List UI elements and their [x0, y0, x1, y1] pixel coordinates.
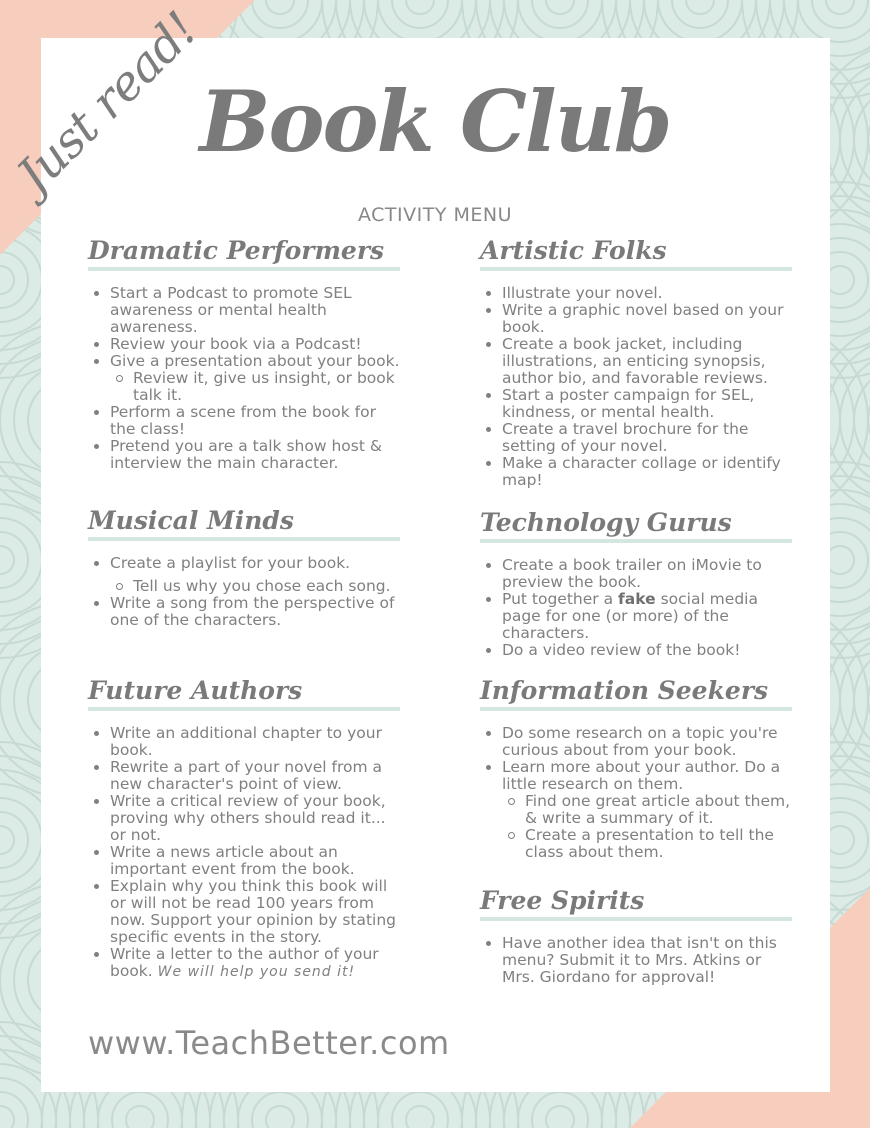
activity-list — [480, 285, 792, 489]
list-item: Have another idea that isn't on this menu? Submit it to Mrs. Atkins or Mrs. Giordano for approval! — [502, 935, 792, 986]
list-item: Create a playlist for your book. — [110, 555, 400, 572]
list-item: Write a news article about an important event from the book. — [110, 844, 400, 878]
list-item: Do some research on a topic you're curious about from your book. — [502, 725, 792, 759]
list-item: Write a graphic novel based on your book. — [502, 302, 792, 336]
section-free-spirits — [480, 888, 792, 986]
section-heading: Future Authors — [88, 678, 400, 711]
item-text: Write a letter to the author of your book. — [110, 945, 379, 980]
activity-list — [480, 557, 792, 659]
list-item: Perform a scene from the book for the class! — [110, 404, 400, 438]
list-item: Create a book trailer on iMovie to preview the book. — [502, 557, 792, 591]
list-item: Write an additional chapter to your book. — [110, 725, 400, 759]
sub-list-item: Review it, give us insight, or book talk it. — [110, 370, 400, 404]
list-item: Write a critical review of your book, proving why others should read it... or not. — [110, 793, 400, 844]
list-item: Pretend you are a talk show host & interview the main character. — [110, 438, 400, 472]
item-text: social media page for one (or more) of the characters. — [502, 590, 758, 642]
section-technology-gurus — [480, 510, 792, 659]
footer-website: www.TeachBetter.com — [88, 1024, 450, 1062]
list-item: Start a poster campaign for SEL, kindness, or mental health. — [502, 387, 792, 421]
activity-list — [480, 935, 792, 986]
list-item — [110, 946, 400, 981]
activity-list — [88, 725, 400, 981]
page-title: Book Club — [199, 72, 671, 171]
section-heading: Musical Minds — [88, 508, 400, 541]
list-item: Explain why you think this book will or will not be read 100 years from now. Support your opinion by stating specific events in the story. — [110, 878, 400, 946]
section-future-authors — [88, 678, 400, 981]
list-item: Create a book jacket, including illustrations, an enticing synopsis, author bio, and favorable reviews. — [502, 336, 792, 387]
section-heading: Technology Gurus — [480, 510, 792, 543]
activity-list — [480, 725, 792, 861]
item-note: We will help you send it! — [157, 964, 356, 980]
list-item: Rewrite a part of your novel from a new character's point of view. — [110, 759, 400, 793]
sub-list-item: Find one great article about them, & write a summary of it. — [502, 793, 792, 827]
list-item: Review your book via a Podcast! — [110, 336, 400, 353]
section-heading: Free Spirits — [480, 888, 792, 921]
list-item: Do a video review of the book! — [502, 642, 792, 659]
item-text: Put together a — [502, 590, 614, 608]
section-artistic-folks — [480, 238, 792, 489]
section-heading: Artistic Folks — [480, 238, 792, 271]
list-item: Learn more about your author. Do a little research on them. — [502, 759, 792, 793]
section-heading: Dramatic Performers — [88, 238, 400, 271]
activity-list — [88, 285, 400, 472]
just-read-tag: Just read! — [6, 1, 209, 204]
item-emphasis: fake — [618, 590, 656, 608]
list-item — [502, 591, 792, 642]
list-item: Create a travel brochure for the setting of your novel. — [502, 421, 792, 455]
activity-list — [88, 555, 400, 629]
section-heading: Information Seekers — [480, 678, 792, 711]
section-musical-minds — [88, 508, 400, 629]
section-information-seekers — [480, 678, 792, 861]
sub-list-item: Tell us why you chose each song. — [110, 578, 400, 595]
list-item: Illustrate your novel. — [502, 285, 792, 302]
list-item: Make a character collage or identify map! — [502, 455, 792, 489]
list-item: Write a song from the perspective of one of the characters. — [110, 595, 400, 629]
section-dramatic-performers — [88, 238, 400, 472]
list-item: Start a Podcast to promote SEL awareness or mental health awareness. — [110, 285, 400, 336]
sub-list-item: Create a presentation to tell the class about them. — [502, 827, 792, 861]
page-subtitle: ACTIVITY MENU — [357, 204, 512, 226]
list-item: Give a presentation about your book. — [110, 352, 400, 370]
